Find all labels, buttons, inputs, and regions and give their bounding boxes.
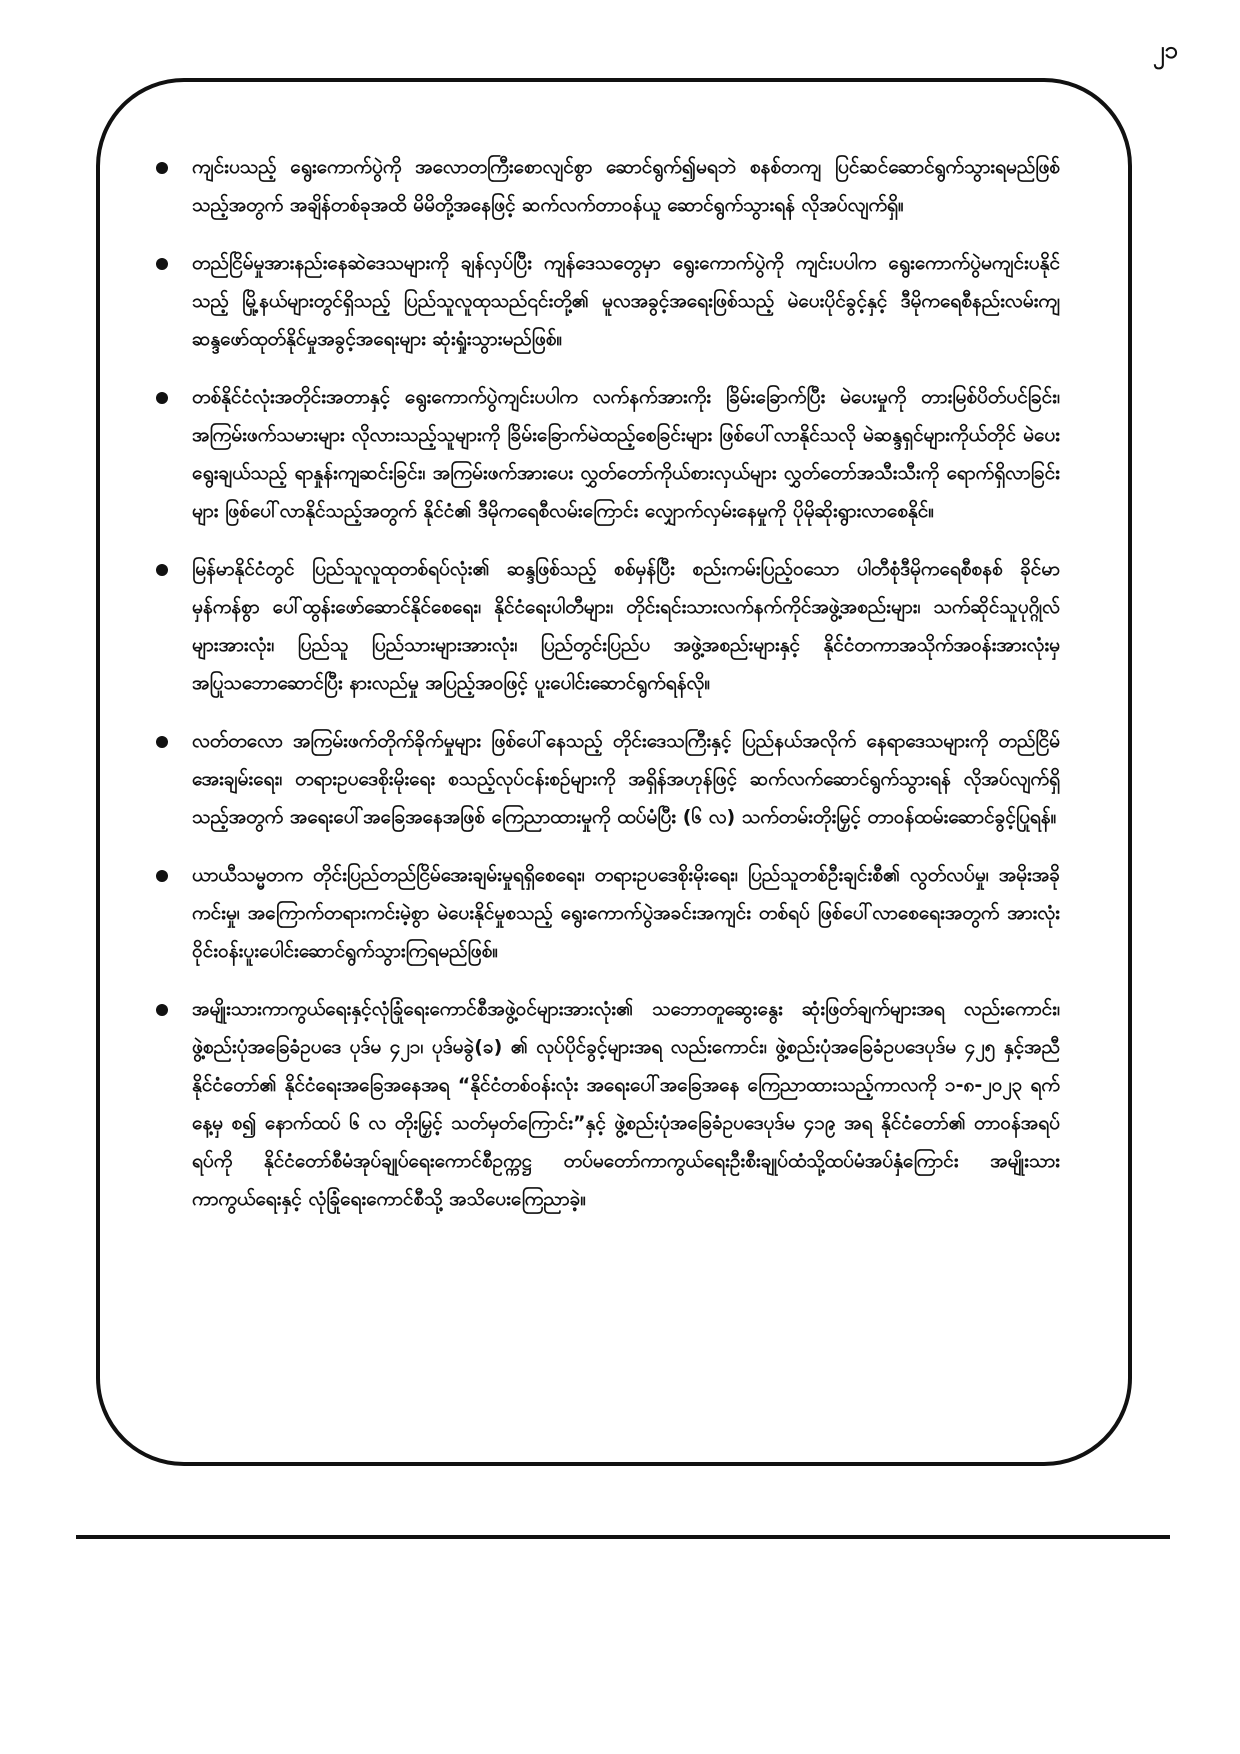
bullet-icon	[156, 258, 168, 270]
list-item	[156, 990, 1060, 1218]
bullet-icon	[156, 736, 168, 748]
bullet-text: တစ်နိုင်ငံလုံးအတိုင်းအတာနှင့် ရွေးကောက်ပွဲကျင်းပပါက လက်နက်အားကိုး ခြိမ်းခြောက်ပြီး မဲပေးမှုကို တားမြစ်ပိတ်ပင်ခြင်း၊ အကြမ်းဖက်သမားများ လိုလားသည့်သူများကို ခြိမ်းခြောက်မဲထည့်စေခြင်းများ ဖြစ်ပေါ်လာနိုင်သလို မဲဆန္ဒရှင်များကိုယ်တိုင် မဲပေးရွေးချယ်သည့် ရာနှုန်းကျဆင်းခြင်း၊ အကြမ်းဖက်အားပေး လွှတ်တော်ကိုယ်စားလှယ်များ လွှတ်တော်အသီးသီးကို ရောက်ရှိလာခြင်းများ ဖြစ်ပေါ်လာနိုင်သည့်အတွက် နိုင်ငံ၏ ဒီမိုကရေစီလမ်းကြောင်း လျှောက်လှမ်းနေမှုကို ပိုမိုဆိုးရွားလာစေနိုင်။	[192, 386, 1060, 522]
bullet-icon	[156, 162, 168, 174]
bullet-icon	[156, 564, 168, 576]
list-item	[156, 378, 1060, 530]
bullet-text: အမျိုးသားကာကွယ်ရေးနှင့်လုံခြုံရေးကောင်စီအဖွဲ့ဝင်များအားလုံး၏ သဘောတူဆွေးနွေး ဆုံးဖြတ်ချက်များအရ လည်းကောင်း၊ ဖွဲ့စည်းပုံအခြေခံဥပဒေ ပုဒ်မ ၄၂၁၊ ပုဒ်မခွဲ(ခ) ၏ လုပ်ပိုင်ခွင့်များအရ လည်းကောင်း၊ ဖွဲ့စည်းပုံအခြေခံဥပဒေပုဒ်မ ၄၂၅ နှင့်အညီ နိုင်ငံတော်၏ နိုင်ငံရေးအခြေအနေအရ “နိုင်ငံတစ်ဝန်းလုံး အရေးပေါ်အခြေအနေ ကြေညာထားသည့်ကာလကို ၁-၈-၂၀၂၃ ရက်နေ့မှ စ၍ နောက်ထပ် ၆ လ တိုးမြှင့် သတ်မှတ်ကြောင်း”နှင့် ဖွဲ့စည်းပုံအခြေခံဥပဒေပုဒ်မ ၄၁၉ အရ နိုင်ငံတော်၏ တာဝန်အရပ်ရပ်ကို နိုင်ငံတော်စီမံအုပ်ချုပ်ရေးကောင်စီဥက္ကဋ္ဌ တပ်မတော်ကာကွယ်ရေးဦးစီးချုပ်ထံသို့ထပ်မံအပ်နှံကြောင်း အမျိုးသားကာကွယ်ရေးနှင့် လုံခြုံရေးကောင်စီသို့ အသိပေးကြေညာခဲ့။	[192, 998, 1060, 1210]
bullet-text: တည်ငြိမ်မှုအားနည်းနေဆဲဒေသများကို ချန်လှပ်ပြီး ကျန်ဒေသတွေမှာ ရွေးကောက်ပွဲကို ကျင်းပပါက ရွေးကောက်ပွဲမကျင်းပနိုင်သည့် မြို့နယ်များတွင်ရှိသည့် ပြည်သူလူထုသည်၎င်းတို့၏ မူလအခွင့်အရေးဖြစ်သည့် မဲပေးပိုင်ခွင့်နှင့် ဒီမိုကရေစီနည်းလမ်းကျ ဆန္ဒဖော်ထုတ်နိုင်မှုအခွင့်အရေးများ ဆုံးရှုံးသွားမည်ဖြစ်။	[192, 252, 1060, 350]
bullet-icon	[156, 1004, 168, 1016]
bullet-text: မြန်မာနိုင်ငံတွင် ပြည်သူလူထုတစ်ရပ်လုံး၏ ဆန္ဒဖြစ်သည့် စစ်မှန်ပြီး စည်းကမ်းပြည့်ဝသော ပါတီစုံဒီမိုကရေစီစနစ် ခိုင်မာမှန်ကန်စွာ ပေါ်ထွန်းဖော်ဆောင်နိုင်စေရေး၊ နိုင်ငံရေးပါတီများ၊ တိုင်းရင်းသားလက်နက်ကိုင်အဖွဲ့အစည်းများ၊ သက်ဆိုင်သူပုဂ္ဂိုလ်များအားလုံး၊ ပြည်သူ ပြည်သားများအားလုံး၊ ပြည်တွင်းပြည်ပ အဖွဲ့အစည်းများနှင့် နိုင်ငံတကာအသိုက်အဝန်းအားလုံးမှ အပြုသဘောဆောင်ပြီး နားလည်မှု အပြည့်အဝဖြင့် ပူးပေါင်းဆောင်ရွက်ရန်လို။	[192, 558, 1060, 694]
bullet-icon	[156, 392, 168, 404]
content-frame	[96, 78, 1132, 1466]
bullet-text: ယာယီသမ္မတက တိုင်းပြည်တည်ငြိမ်အေးချမ်းမှုရရှိစေရေး၊ တရားဥပဒေစိုးမိုးရေး၊ ပြည်သူတစ်ဦးချင်းစီ၏ လွတ်လပ်မှု၊ အမိုးအခိုကင်းမှု၊ အကြောက်တရားကင်းမဲ့စွာ မဲပေးနိုင်မှုစသည့် ရွေးကောက်ပွဲအခင်းအကျင်း တစ်ရပ် ဖြစ်ပေါ်လာစေရေးအတွက် အားလုံးဝိုင်းဝန်းပူးပေါင်းဆောင်ရွက်သွားကြရမည်ဖြစ်။	[192, 864, 1060, 962]
list-item	[156, 244, 1060, 358]
list-item	[156, 148, 1060, 224]
bottom-divider	[76, 1535, 1170, 1539]
bullet-text: ကျင်းပသည့် ရွေးကောက်ပွဲကို အလောတကြီးစောလျင်စွာ ဆောင်ရွက်၍မရဘဲ စနစ်တကျ ပြင်ဆင်ဆောင်ရွက်သွားရမည်ဖြစ်သည့်အတွက် အချိန်တစ်ခုအထိ မိမိတို့အနေဖြင့် ဆက်လက်တာဝန်ယူ ဆောင်ရွက်သွားရန် လိုအပ်လျက်ရှိ။	[192, 156, 1060, 216]
list-item	[156, 722, 1060, 836]
page-number: ၂၁	[1152, 36, 1178, 64]
bullet-list	[100, 82, 1128, 1278]
list-item	[156, 550, 1060, 702]
bullet-text: လတ်တလော အကြမ်းဖက်တိုက်ခိုက်မှုများ ဖြစ်ပေါ်နေသည့် တိုင်းဒေသကြီးနှင့် ပြည်နယ်အလိုက် နေရာဒေသများကို တည်ငြိမ်အေးချမ်းရေး၊ တရားဥပဒေစိုးမိုးရေး စသည့်လုပ်ငန်းစဉ်များကို အရှိန်အဟုန်ဖြင့် ဆက်လက်ဆောင်ရွက်သွားရန် လိုအပ်လျက်ရှိသည့်အတွက် အရေးပေါ်အခြေအနေအဖြစ် ကြေညာထားမှုကို ထပ်မံပြီး (၆ လ) သက်တမ်းတိုးမြှင့် တာဝန်ထမ်းဆောင်ခွင့်ပြုရန်။	[192, 730, 1060, 828]
list-item	[156, 856, 1060, 970]
bullet-icon	[156, 870, 168, 882]
